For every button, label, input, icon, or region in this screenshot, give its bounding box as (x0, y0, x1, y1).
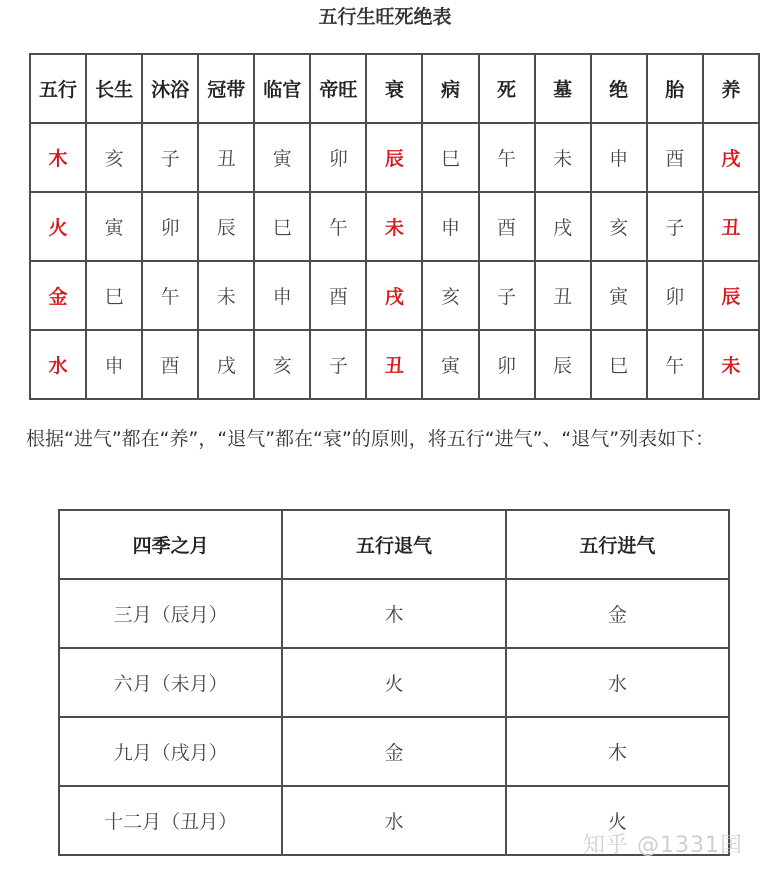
month-cell: 三月（辰月） (59, 579, 282, 648)
table-cell: 丑 (366, 330, 422, 399)
table-cell: 戌 (535, 192, 591, 261)
table-cell: 亥 (86, 123, 142, 192)
table-cell: 巳 (422, 123, 478, 192)
table-cell: 申 (86, 330, 142, 399)
table-cell: 寅 (422, 330, 478, 399)
table-cell: 酉 (647, 123, 703, 192)
table-cell: 亥 (254, 330, 310, 399)
table-cell: 子 (142, 123, 198, 192)
table-cell: 亥 (422, 261, 478, 330)
month-cell: 十二月（丑月） (59, 786, 282, 855)
table-cell: 申 (422, 192, 478, 261)
table-header-row (30, 54, 759, 123)
header-cell: 帝旺 (310, 54, 366, 123)
table-cell: 木 (282, 579, 505, 648)
table-cell: 丑 (198, 123, 254, 192)
table-cell: 寅 (254, 123, 310, 192)
table-cell: 卯 (479, 330, 535, 399)
table-cell: 丑 (535, 261, 591, 330)
header-cell: 四季之月 (59, 510, 282, 579)
table-cell: 申 (254, 261, 310, 330)
table-cell: 辰 (198, 192, 254, 261)
table-cell: 卯 (647, 261, 703, 330)
table-cell: 戌 (703, 123, 759, 192)
table-cell: 卯 (310, 123, 366, 192)
wuxing-cycle-table (29, 53, 760, 400)
table-cell: 金 (282, 717, 505, 786)
table-cell: 辰 (366, 123, 422, 192)
table-cell: 未 (703, 330, 759, 399)
element-cell: 水 (30, 330, 86, 399)
table-cell: 木 (506, 717, 729, 786)
header-cell: 五行 (30, 54, 86, 123)
header-cell: 养 (703, 54, 759, 123)
table-cell: 酉 (479, 192, 535, 261)
table-cell: 寅 (86, 192, 142, 261)
table-cell: 子 (647, 192, 703, 261)
header-cell: 长生 (86, 54, 142, 123)
table-cell: 酉 (142, 330, 198, 399)
header-cell: 临官 (254, 54, 310, 123)
table-row (59, 579, 729, 648)
header-cell: 五行退气 (282, 510, 505, 579)
header-cell: 死 (479, 54, 535, 123)
table-cell: 戌 (198, 330, 254, 399)
table-cell: 辰 (703, 261, 759, 330)
header-cell: 衰 (366, 54, 422, 123)
table-cell: 金 (506, 579, 729, 648)
table-cell: 未 (366, 192, 422, 261)
seasonal-qi-table (58, 509, 730, 856)
table-row (30, 123, 759, 192)
zhihu-watermark: 知乎 @1331囯 (583, 833, 743, 858)
table-cell: 戌 (366, 261, 422, 330)
header-cell: 五行进气 (506, 510, 729, 579)
header-cell: 胎 (647, 54, 703, 123)
table-cell: 未 (198, 261, 254, 330)
table-cell: 巳 (86, 261, 142, 330)
table-cell: 未 (535, 123, 591, 192)
table-cell: 寅 (591, 261, 647, 330)
table-cell: 子 (479, 261, 535, 330)
table-cell: 卯 (142, 192, 198, 261)
header-cell: 墓 (535, 54, 591, 123)
table-cell: 亥 (591, 192, 647, 261)
table-cell: 酉 (310, 261, 366, 330)
header-cell: 冠带 (198, 54, 254, 123)
table-cell: 巳 (254, 192, 310, 261)
element-cell: 木 (30, 123, 86, 192)
table-cell: 水 (282, 786, 505, 855)
table-cell: 午 (479, 123, 535, 192)
table-title: 五行生旺死绝表 (318, 6, 452, 28)
header-cell: 绝 (591, 54, 647, 123)
header-cell: 沐浴 (142, 54, 198, 123)
table-row (30, 192, 759, 261)
table-cell: 午 (310, 192, 366, 261)
table-header-row (59, 510, 729, 579)
table-cell: 午 (142, 261, 198, 330)
table-row (59, 717, 729, 786)
table-cell: 午 (647, 330, 703, 399)
element-cell: 火 (30, 192, 86, 261)
table-cell: 水 (506, 648, 729, 717)
header-cell: 病 (422, 54, 478, 123)
table-row (59, 648, 729, 717)
table-cell: 火 (282, 648, 505, 717)
table-cell: 申 (591, 123, 647, 192)
table-cell: 辰 (535, 330, 591, 399)
element-cell: 金 (30, 261, 86, 330)
month-cell: 九月（戌月） (59, 717, 282, 786)
table-row (30, 261, 759, 330)
table-cell: 子 (310, 330, 366, 399)
table-cell: 巳 (591, 330, 647, 399)
month-cell: 六月（未月） (59, 648, 282, 717)
table-cell: 丑 (703, 192, 759, 261)
explanation-paragraph: 根据“进气”都在“养”，“退气”都在“衰”的原则，将五行“进气”、“退气”列表如下： (26, 428, 715, 450)
table-row (30, 330, 759, 399)
table-cell: 火 (506, 786, 729, 855)
